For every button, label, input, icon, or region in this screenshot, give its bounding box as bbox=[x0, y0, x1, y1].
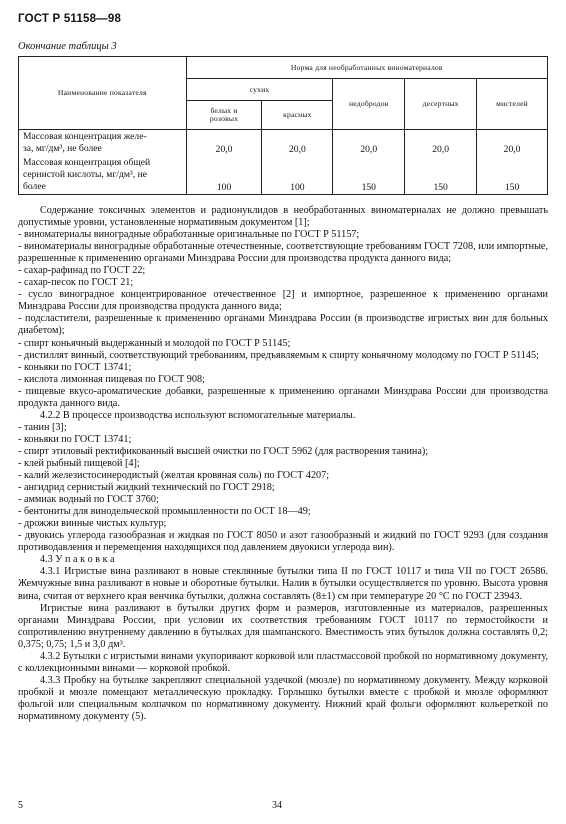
table-cell: 150 bbox=[477, 156, 548, 195]
row-name-line: за, мг/дм³, не более bbox=[23, 143, 102, 154]
paragraph: - коньяки по ГОСТ 13741; bbox=[18, 433, 132, 445]
paragraph: - калий железистосинеродистый (желтая кровяная соль) по ГОСТ 4207; bbox=[18, 470, 330, 482]
paragraph: 4.3.2 Бутылки с игристыми винами укупоривают корковой или пластмассовой пробкой по нормативному документу, с коллекционными винами — корковой пробкой. bbox=[18, 650, 548, 674]
white-rose-line: розовых bbox=[209, 114, 239, 123]
paragraph: - бентониты для винодельческой промышленности по ОСТ 18—49; bbox=[18, 506, 311, 518]
paragraph: - коньяки по ГОСТ 13741; bbox=[18, 361, 132, 373]
col-header-norm: Норма для необработанных виноматериалов bbox=[186, 57, 547, 79]
paragraph: 4.3.1 Игристые вина разливают в новые стеклянные бутылки типа II по ГОСТ 10117 и типа VII по ГОСТ 26586. Жемчужные вина разливают в новые и оборотные бутылки. Налив в бутылки осуществляется по уровню. Высота уровня вина, считая от верхнего края венчика бутылки, должна составлять (8±1) см при температуре 20 °С по ГОСТ 23943. bbox=[18, 566, 548, 602]
row-name-line: Массовая концентрация общей bbox=[23, 157, 151, 168]
table-row bbox=[19, 156, 548, 195]
paragraph: - виноматериалы виноградные обработанные оригинальные по ГОСТ Р 51157; bbox=[18, 229, 360, 241]
norms-table bbox=[18, 56, 548, 195]
paragraph: - клей рыбный пищевой [4]; bbox=[18, 457, 140, 469]
col-header-mistelle: мистелей bbox=[477, 79, 548, 130]
page-number: 34 bbox=[272, 800, 282, 811]
table-caption: Окончание таблицы 3 bbox=[18, 41, 117, 52]
paragraph: Содержание токсичных элементов и радионуклидов в необработанных виноматериалах не должно превышать допустимые уровни, установленные нормативным документом [1]; bbox=[18, 205, 548, 229]
paragraph: - дистиллят винный, соответствующий требованиям, предъявляемым к спирту коньячному молодому по ГОСТ Р 51145; bbox=[18, 349, 539, 361]
paragraph: - пищевые вкусо-ароматические добавки, разрешенные к применению органами Минздрава России для производства продукта данного вида. bbox=[18, 385, 548, 409]
col-header-dry: сухих bbox=[186, 79, 333, 101]
col-header-white-rose bbox=[186, 101, 262, 130]
paragraph: - спирт коньячный выдержанный и молодой по ГОСТ Р 51145; bbox=[18, 337, 291, 349]
standard-header: ГОСТ Р 51158—98 bbox=[18, 13, 122, 25]
body-text bbox=[18, 205, 548, 723]
paragraph: - сусло виноградное концентрированное отечественное [2] и импортное, разрешенное к применению органами Минздрава России для производства продукта данного вида; bbox=[18, 289, 548, 313]
paragraph: - кислота лимонная пищевая по ГОСТ 908; bbox=[18, 373, 205, 385]
paragraph: - аммиак водный по ГОСТ 3760; bbox=[18, 494, 159, 506]
table-row bbox=[19, 130, 548, 157]
table-cell: 150 bbox=[333, 156, 405, 195]
paragraph: 4.3 У п а к о в к а bbox=[40, 554, 115, 566]
row-name-iron bbox=[19, 130, 187, 157]
table-cell: 20,0 bbox=[186, 130, 262, 157]
row-name-sulfur bbox=[19, 156, 187, 195]
paragraph: - ангидрид сернистый жидкий технический по ГОСТ 2918; bbox=[18, 482, 275, 494]
white-rose-line: белых и bbox=[210, 106, 238, 116]
row-name-line: сернистой кислоты, мг/дм³, не bbox=[23, 169, 147, 180]
paragraph: - спирт этиловый ректификованный высшей очистки по ГОСТ 5962 (для растворения танина); bbox=[18, 445, 429, 457]
table-cell: 150 bbox=[405, 156, 477, 195]
table-cell: 20,0 bbox=[262, 130, 333, 157]
paragraph: 4.3.3 Пробку на бутылке закрепляют специальной уздечкой (мюзле) по нормативному документу. Между корковой пробкой и мюзле помещают металлическую прокладку. Горлышко бутылки вместе с пробкой и мюзле оформляют фольгой или специальным колпачком по нормативному документу. Нижний край фольги оформляют кольереткой по нормативному документу (5). bbox=[18, 674, 548, 722]
paragraph: - дрожжи винные чистых культур; bbox=[18, 518, 167, 530]
paragraph: Игристые вина разливают в бутылки других форм и размеров, изготовленные из материалов, разрешенных органами Минздрава России, при условии их соответствия требованиям ГОСТ 10117 по термостойкости и сопротивлению внутреннему давлению в бутылках для шампанского. Вместимость этих бутылок должна составлять 0,2; 0,375; 0,75; 1,5 и 3,0 дм³. bbox=[18, 602, 548, 650]
table-cell: 20,0 bbox=[477, 130, 548, 157]
col-header-red: красных bbox=[262, 101, 333, 130]
paragraph: - двуокись углерода газообразная и жидкая по ГОСТ 8050 и азот газообразный и жидкий по ГОСТ 9293 (для создания противодавления и перемещения находящихся под давлением двуокиси углерода вин). bbox=[18, 530, 548, 554]
row-name-line: более bbox=[23, 181, 46, 192]
row-name-line: Массовая концентрация желе- bbox=[23, 131, 147, 142]
footer-mark: 5 bbox=[18, 800, 23, 811]
col-header-dessert: десертных bbox=[405, 79, 477, 130]
table-cell: 100 bbox=[262, 156, 333, 195]
paragraph: - танин [3]; bbox=[18, 421, 67, 433]
table-cell: 20,0 bbox=[405, 130, 477, 157]
paragraph: - подсластители, разрешенные к применению органами Минздрава России (в производстве игристых вин для больных диабетом); bbox=[18, 313, 548, 337]
col-header-indicator: Наименование показателя bbox=[19, 57, 187, 130]
table-cell: 100 bbox=[186, 156, 262, 195]
paragraph: - виноматериалы виноградные обработанные отечественные, соответствующие требованиям ГОСТ 7208, или импортные, разрешенные к применению органами Минздрава России для производства продукта данного вида; bbox=[18, 241, 548, 265]
table-cell: 20,0 bbox=[333, 130, 405, 157]
paragraph: - сахар-песок по ГОСТ 21; bbox=[18, 277, 134, 289]
paragraph: - сахар-рафинад по ГОСТ 22; bbox=[18, 265, 146, 277]
paragraph: 4.2.2 В процессе производства используют вспомогательные материалы. bbox=[40, 409, 356, 421]
col-header-undermature: недобродов bbox=[333, 79, 405, 130]
